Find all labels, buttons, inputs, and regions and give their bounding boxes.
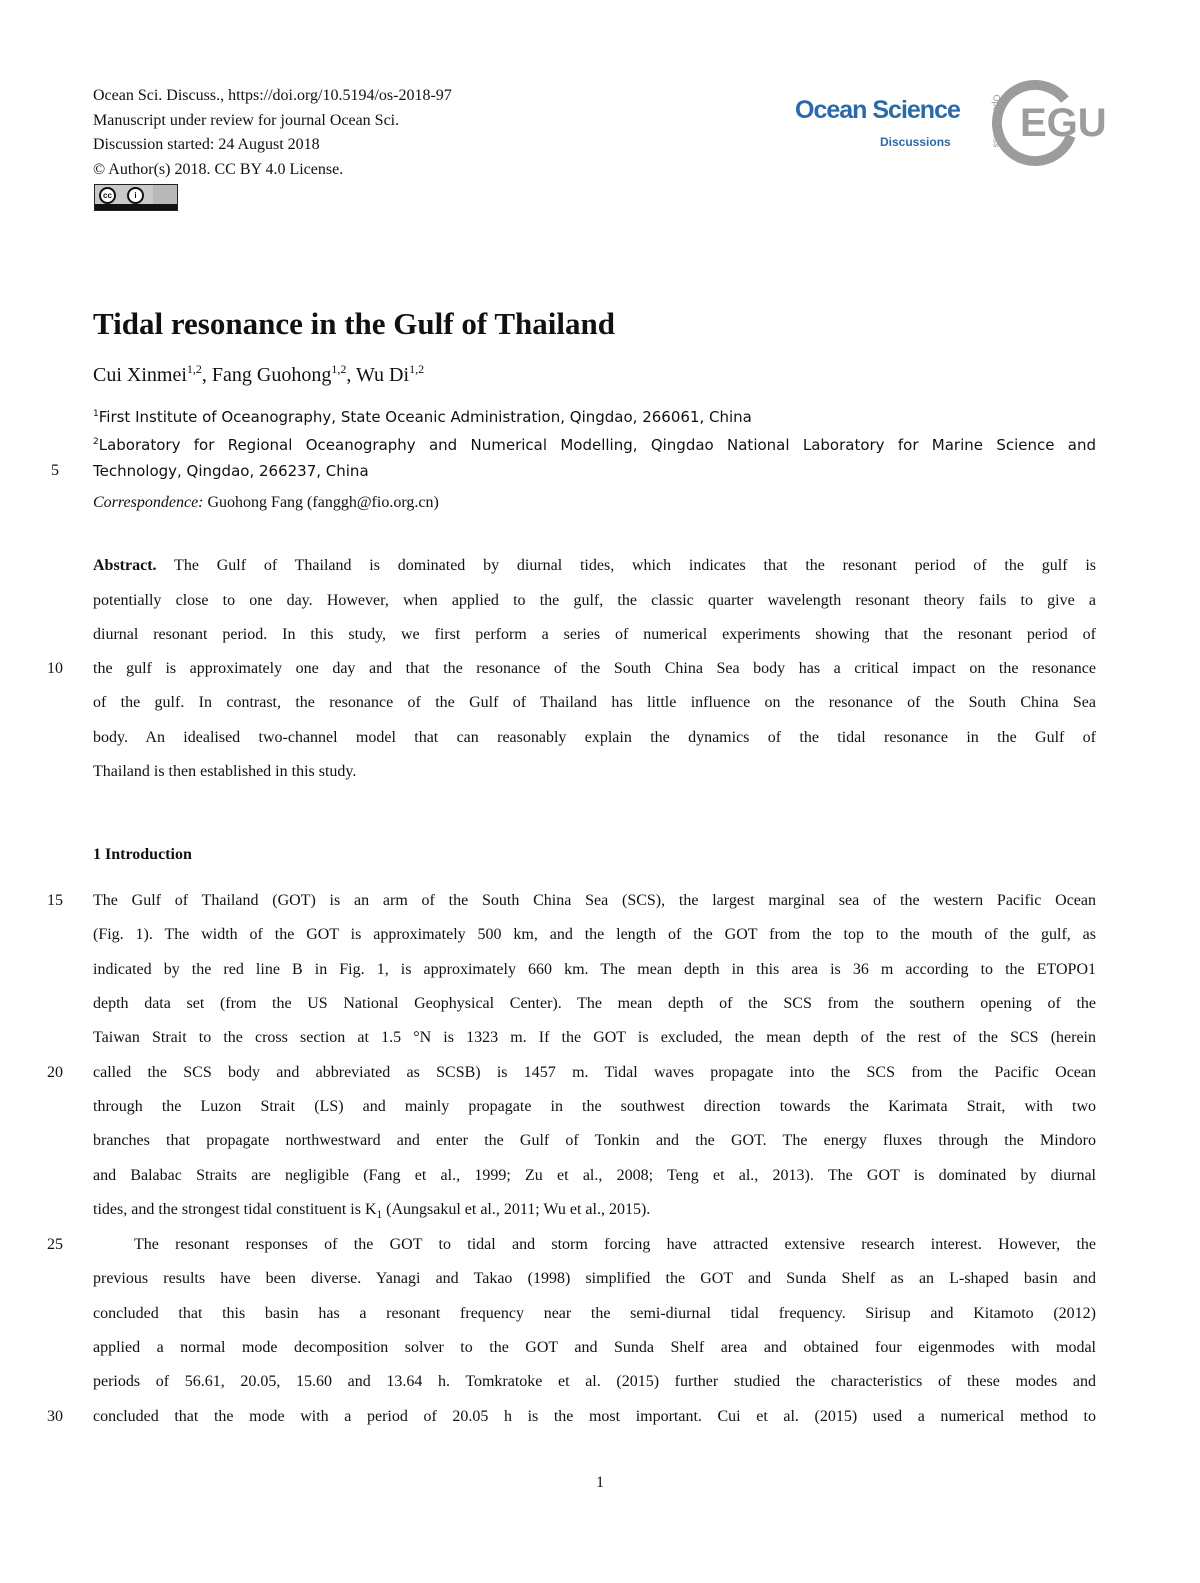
license-line: © Author(s) 2018. CC BY 4.0 License.: [93, 160, 344, 178]
correspondence-email[interactable]: Guohong Fang (fanggh@fio.org.cn): [207, 494, 439, 511]
line-number: 15: [47, 892, 63, 909]
body-line: indicated by the red line B in Fig. 1, is approximately 660 km. The mean depth in this area is 36 m according to the ETOPO1: [93, 961, 1096, 978]
body-line: periods of 56.61, 20.05, 15.60 and 13.64 h. Tomkratoke et al. (2015) further studied the characteristics of these modes and: [93, 1373, 1096, 1390]
doi-line: Ocean Sci. Discuss., https://doi.org/10.5194/os-2018-97: [93, 87, 452, 104]
ocean-science-logo: [795, 80, 1107, 166]
correspondence: Correspondence: Guohong Fang (fanggh@fio.org.cn): [93, 494, 439, 511]
body-line: The Gulf of Thailand (GOT) is an arm of the South China Sea (SCS), the largest marginal sea of the western Pacific Ocean: [93, 892, 1096, 909]
section-heading: 1 Introduction: [93, 846, 192, 863]
journal-name: Ocean Science: [795, 96, 960, 124]
abstract-label: Abstract.: [93, 557, 157, 574]
body-line: and Balabac Straits are negligible (Fang et al., 1999; Zu et al., 2008; Teng et al., 2013). The GOT is dominated by diurnal: [93, 1167, 1096, 1184]
header-info: [93, 84, 452, 182]
line-number: 10: [47, 660, 63, 677]
author-name: Cui Xinmei: [93, 364, 187, 386]
page-number: 1: [596, 1474, 604, 1491]
body-line: branches that propagate northwestward and enter the Gulf of Tonkin and the GOT. The energy fluxes through the Mindoro: [93, 1132, 1096, 1149]
affiliation-1: $^1$First Institute of Oceanography, State Oceanic Administration, Qingdao, 266061, China: [93, 408, 752, 426]
discussion-date: Discussion started: 24 August 2018: [93, 136, 320, 153]
body-line: concluded that the mode with a period of 20.05 h is the most important. Cui et al. (2015) used a numerical method to: [93, 1408, 1096, 1425]
abstract-line: diurnal resonant period. In this study, we first perform a series of numerical experiments showing that the resonant period of: [93, 626, 1096, 643]
author-name: Wu Di: [355, 364, 410, 386]
affiliation-2: $^2$Laboratory for Regional Oceanography and Numerical Modelling, Qingdao National Laboratory for Marine Science and: [93, 436, 1096, 454]
cc-by-license-badge[interactable]: [94, 184, 178, 211]
body-line: previous results have been diverse. Yanagi and Takao (1998) simplified the GOT and Sunda Shelf as an L-shaped basin and: [93, 1270, 1096, 1287]
by-person-icon: i: [127, 187, 144, 204]
abstract-line: Abstract. The Gulf of Thailand is dominated by diurnal tides, which indicates that the resonant period of the gulf is: [93, 557, 1096, 574]
author-affiliation: 1,2: [331, 362, 347, 377]
journal-subtitle: Discussions: [880, 135, 951, 149]
author-name: Fang Guohong: [211, 364, 332, 386]
body-line: depth data set (from the US National Geophysical Center). The mean depth of the SCS from the southern opening of the: [93, 995, 1096, 1012]
abstract-line: the gulf is approximately one day and that the resonance of the South China Sea body has a critical impact on the resonance: [93, 660, 1096, 677]
body-line: concluded that this basin has a resonant frequency near the semi-diurnal tidal frequency. Sirisup and Kitamoto (2012): [93, 1305, 1096, 1322]
author-list: Cui Xinmei$^{1,2}$, Fang Guohong$^{1,2}$, Wu Di$^{1,2}$: [93, 362, 425, 386]
body-line: (Fig. 1). The width of the GOT is approximately 500 km, and the length of the GOT from the top to the mouth of the gulf, as: [93, 926, 1096, 943]
abstract-line: Thailand is then established in this study.: [93, 763, 357, 780]
affiliation-2-continued: Technology, Qingdao, 266237, China: [93, 462, 369, 480]
author-affiliation: 1,2: [186, 362, 202, 377]
egu-logo-icon: [992, 80, 1107, 166]
body-line: applied a normal mode decomposition solver to the GOT and Sunda Shelf area and obtained four eigenmodes with modal: [93, 1339, 1096, 1356]
open-access-label: Open Access: [991, 94, 1002, 148]
body-line: tides, and the strongest tidal constituent is $K_1$ (Aungsakul et al., 2011; Wu et al., 2015).: [93, 1201, 651, 1222]
body-line: through the Luzon Strait (LS) and mainly propagate in the southwest direction towards the Karimata Strait, with two: [93, 1098, 1096, 1115]
paper-title: Tidal resonance in the Gulf of Thailand: [93, 306, 615, 341]
abstract-line: of the gulf. In contrast, the resonance of the Gulf of Thailand has little influence on the resonance of the South China Sea: [93, 694, 1096, 711]
body-line: called the SCS body and abbreviated as SCSB) is 1457 m. Tidal waves propagate into the SCS from the Pacific Ocean: [93, 1064, 1096, 1081]
line-number: 30: [47, 1408, 63, 1425]
review-line: Manuscript under review for journal Ocean Sci.: [93, 111, 400, 129]
body-line: Taiwan Strait to the cross section at 1.5 °N is 1323 m. If the GOT is excluded, the mean depth of the rest of the SCS (herein: [93, 1029, 1096, 1046]
line-number: 5: [51, 462, 59, 479]
abstract-line: potentially close to one day. However, when applied to the gulf, the classic quarter wavelength resonant theory fails to give a: [93, 592, 1096, 609]
line-number: 20: [47, 1064, 63, 1081]
cc-icon: cc: [99, 187, 116, 204]
egu-text: EGU: [1020, 101, 1107, 145]
abstract-line: body. An idealised two-channel model that can reasonably explain the dynamics of the tidal resonance in the Gulf of: [93, 729, 1096, 746]
body-line: The resonant responses of the GOT to tidal and storm forcing have attracted extensive research interest. However, the: [134, 1236, 1096, 1253]
author-affiliation: 1,2: [409, 362, 425, 377]
line-number: 25: [47, 1236, 63, 1253]
